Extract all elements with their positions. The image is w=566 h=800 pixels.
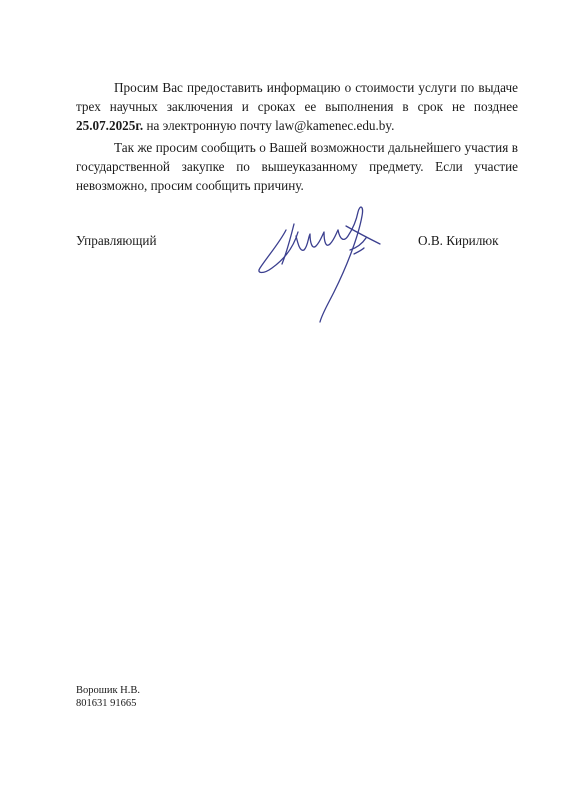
executor-phone: 801631 91665	[76, 698, 137, 709]
request-line-3	[76, 116, 518, 135]
participation-line-1: Так же просим сообщить о Вашей возможности дальнейшего участия в	[114, 140, 518, 155]
participation-line-2: государственной закупке по вышеуказанному предмету. Если участие	[76, 159, 518, 174]
deadline-date: 25.07.2025г.	[76, 118, 144, 133]
position-label: Управляющий	[76, 233, 157, 248]
executor-name: Ворошик Н.В.	[76, 685, 141, 696]
request-line-1: Просим Вас предоставить информацию о стоимости услуги по выдаче	[114, 80, 518, 95]
request-line-2: трех научных заключения и сроках ее выполнения в срок не позднее	[76, 99, 518, 114]
participation-line-3: невозможно, просим сообщить причину.	[76, 178, 304, 193]
signer-name: О.В. Кирилюк	[418, 233, 499, 248]
request-paragraph	[76, 78, 518, 135]
handwritten-signature	[250, 190, 390, 330]
participation-paragraph	[76, 138, 518, 195]
email-instruction: на электронную почту law@kamenec.edu.by.	[143, 118, 395, 133]
